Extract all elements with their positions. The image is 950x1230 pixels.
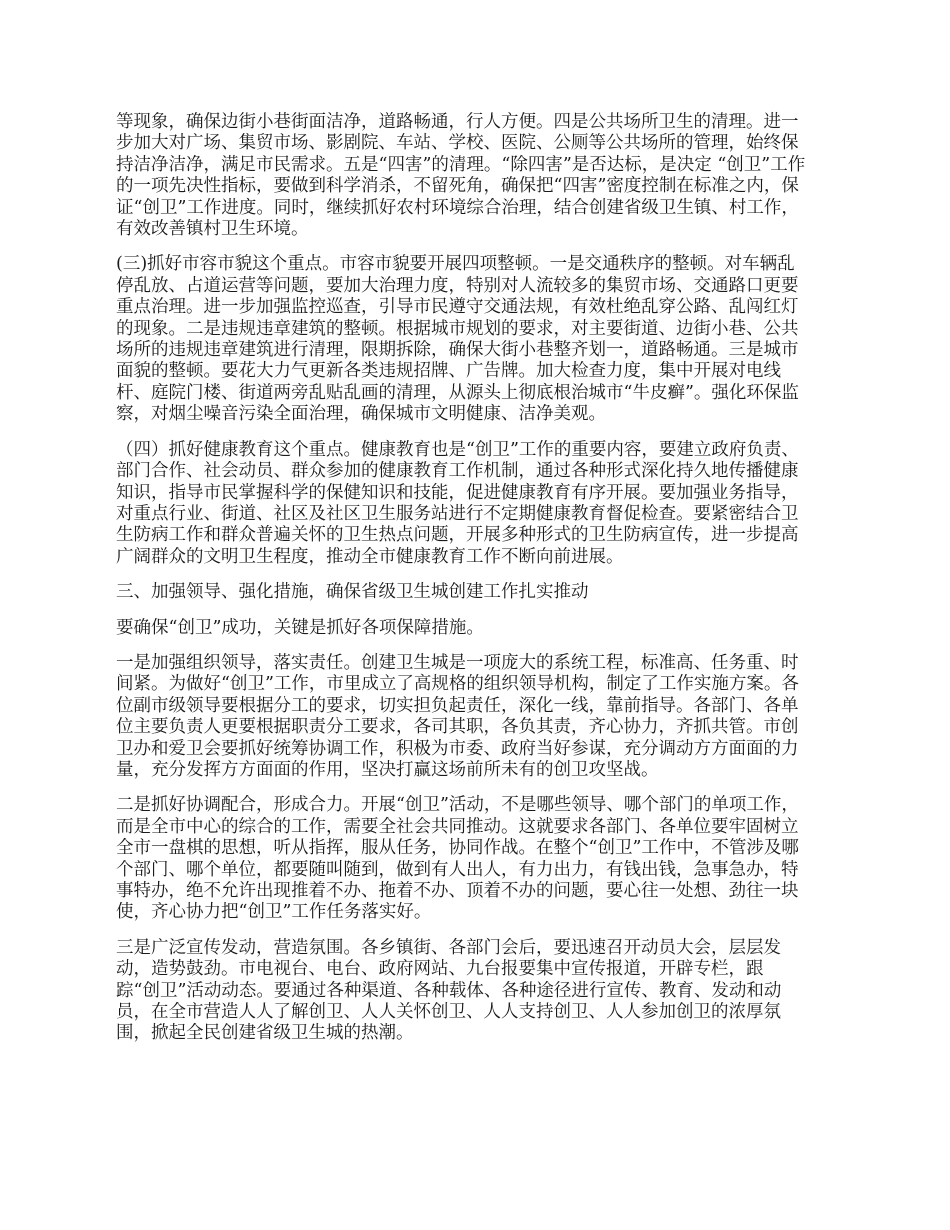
paragraph-coordination: 二是抓好协调配合，形成合力。开展“创卫”活动，不是哪些领导、哪个部门的单项工作， 而是全市中心的综合的工作，需要全社会共同推动。这就要求各部门、各单位要牢固树立 全市一盘棋的思想，听从指挥，服从任务，协同作战。在整个“创卫”工作中，不管涉及哪 个部门、哪个单位，都要随叫随到，做到有人出人，有力出力，有钱出钱，急事急办，特 事特办，绝不允许出现推着不办、拖着不办、顶着不办的问题，要心往一处想、劲往一块 使，齐心协力把“创卫”工作任务落实好。 bbox=[116, 795, 799, 923]
section-heading-leadership: 三、加强领导、强化措施，确保省级卫生城创建工作扎实推动 bbox=[116, 582, 589, 603]
paragraph-publicity: 三是广泛宣传发动，营造氛围。各乡镇街、各部门会后，要迅速召开动员大会，层层发 动，造势鼓劲。市电视台、电台、政府网站、九台报要集中宣传报道，开辟专栏，跟 踪“创卫”活动动态。要通过各种渠道、各种载体、各种途径进行宣传、教育、发动和动 员，在全市营造人人了解创卫、人人关怀创卫、人人支持创卫、人人参加创卫的浓厚氛 围，掀起全民创建省级卫生城的热潮。 bbox=[116, 937, 782, 1044]
paragraph-city-appearance: (三)抓好市容市貌这个重点。市容市貌要开展四项整顿。一是交通秩序的整顿。对车辆乱 停乱放、占道运营等问题，要加大治理力度，特别对人流较多的集贸市场、交通路口更要 重点治理。进一步加强监控巡查，引导市民遵守交通法规，有效杜绝乱穿公路、乱闯红灯 的现象。二是违规违章建筑的整顿。根据城市规划的要求，对主要街道、边街小巷、公共 场所的违规违章建筑进行清理，限期拆除，确保大街小巷整齐划一，道路畅通。三是城市 面貌的整顿。要花大力气更新各类违规招牌、广告牌。加大检查力度，集中开展对电线 杆、庭院门楼、街道两旁乱贴乱画的清理，从源头上彻底根治城市“牛皮癣”。强化环保监 察，对烟尘噪音污染全面治理，确保城市文明健康、洁净美观。 bbox=[116, 254, 799, 425]
paragraph-guarantee-measures: 要确保“创卫”成功，关键是抓好各项保障措施。 bbox=[116, 617, 484, 638]
paragraph-sanitation-cleanup: 等现象，确保边街小巷街面洁净，道路畅通，行人方便。四是公共场所卫生的清理。进一 步加大对广场、集贸市场、影剧院、车站、学校、医院、公厕等公共场所的管理，始终保 持洁净洁净，满足市民需求。五是“四害”的清理。“除四害”是否达标，是决定 “创卫”工作 的一项先决性指标，要做到科学消杀，不留死角，确保把“四害”密度控制在标准之内，保 证“创卫”工作进度。同时，继续抓好农村环境综合治理，结合创建省级卫生镇、村工作， 有效改善镇村卫生环境。 bbox=[116, 112, 806, 240]
paragraph-health-education: （四）抓好健康教育这个重点。健康教育也是“创卫”工作的重要内容，要建立政府负责、 部门合作、社会动员、群众参加的健康教育工作机制，通过各种形式深化持久地传播健康 知识，指导市民掌握科学的保健知识和技能，促进健康教育有序开展。要加强业务指导， 对重点行业、街道、社区及社区卫生服务站进行不定期健康教育督促检查。要紧密结合卫 生防病工作和群众普遍关怀的卫生热点问题，开展多种形式的卫生防病宣传，进一步提高 广阔群众的文明卫生程度，推动全市健康教育工作不断向前进展。 bbox=[116, 439, 799, 567]
document-body bbox=[116, 112, 839, 1059]
paragraph-organizational-leadership: 一是加强组织领导，落实责任。创建卫生城是一项庞大的系统工程，标准高、任务重、时 间紧。为做好“创卫”工作，市里成立了高规格的组织领导机构，制定了工作实施方案。各 位副市级领导要根据分工的要求，切实担负起责任，深化一线，靠前指导。各部门、各单 位主要负责人更要根据职责分工要求，各司其职，各负其责，齐心协力，齐抓共管。市创 卫办和爱卫会要抓好统筹协调工作，积极为市委、政府当好参谋，充分调动方方面面的力 量，充分发挥方方面面的作用，坚决打赢这场前所未有的创卫攻坚战。 bbox=[116, 652, 799, 780]
